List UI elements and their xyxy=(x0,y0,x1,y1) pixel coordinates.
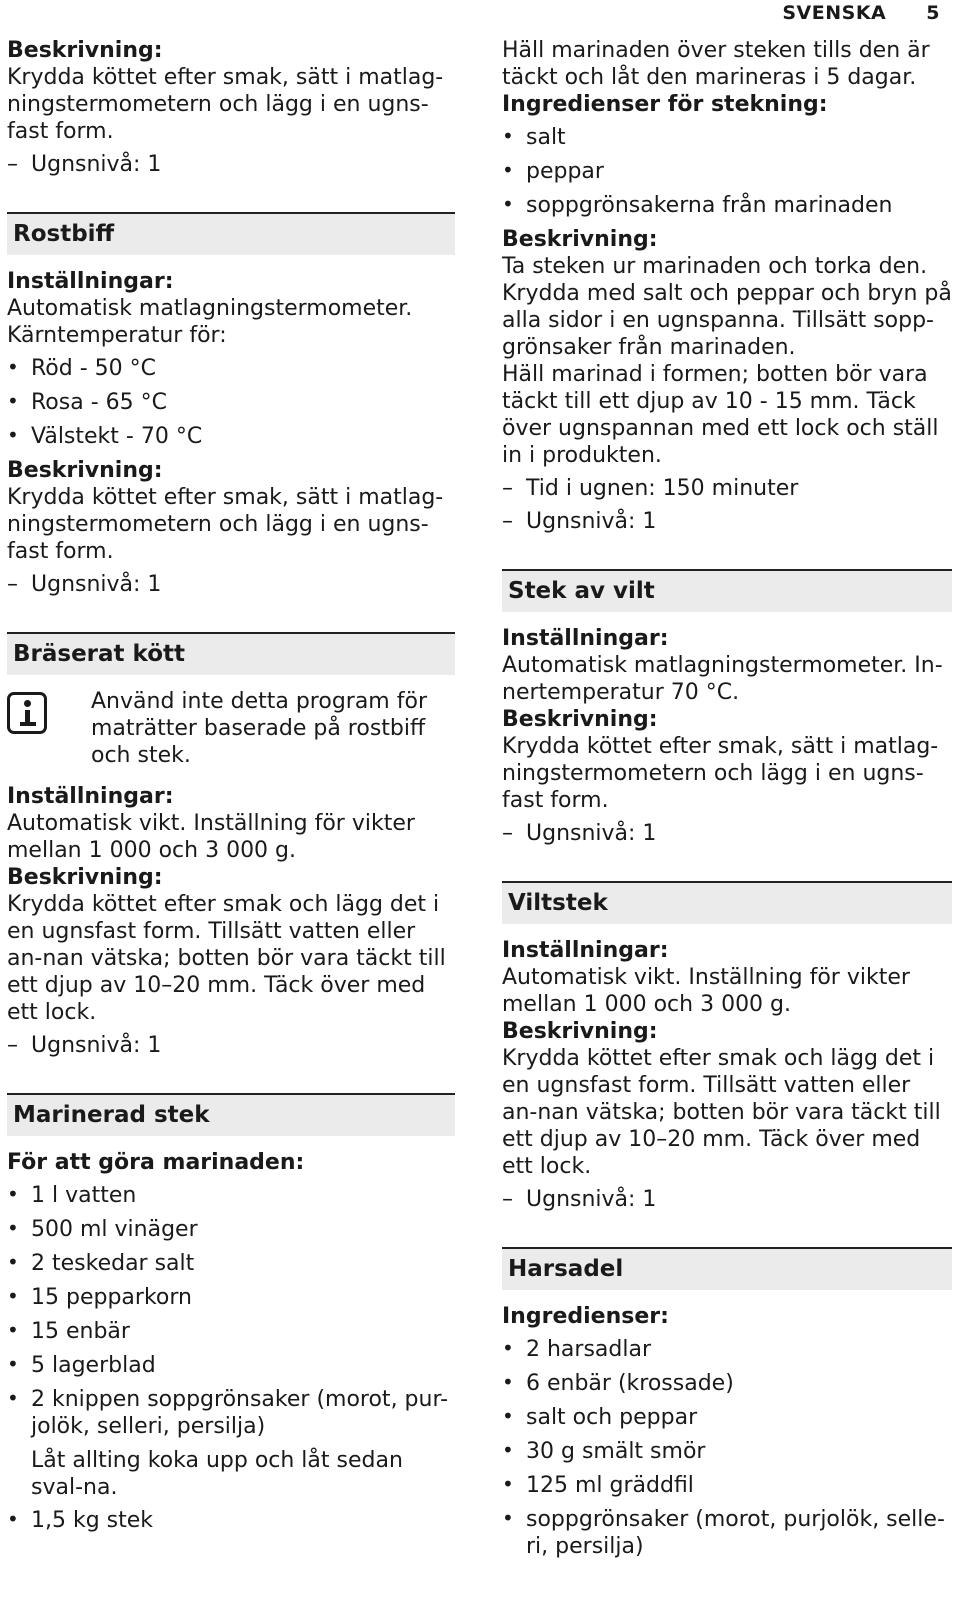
list-item: • salt xyxy=(502,124,952,151)
list-item: • 1 l vatten xyxy=(7,1182,455,1209)
settings-text: Automatisk matlagningstermometer. Kärntemperatur för: xyxy=(7,296,413,348)
list-item: • 30 g smält smör xyxy=(502,1438,952,1465)
oven-level: – Ugnsnivå: 1 xyxy=(7,1032,455,1059)
oven-level: – Ugnsnivå: 1 xyxy=(7,151,455,178)
list-item: • Röd - 50 °C xyxy=(7,355,455,382)
list-item: • 5 lagerblad xyxy=(7,1352,455,1379)
description-text: Krydda köttet efter smak och lägg det i en ugnsfast form. Tillsätt vatten eller an-nan vätska; botten bör vara täckt till ett djup av 10–20 mm. Täck över med ett lock. xyxy=(502,1046,941,1179)
settings-label: Inställningar: xyxy=(502,938,669,963)
oven-level: – Ugnsnivå: 1 xyxy=(502,1186,952,1213)
marinade-list xyxy=(7,1182,455,1440)
list-item: • 2 harsadlar xyxy=(502,1336,952,1363)
section-harsadel xyxy=(502,1247,952,1560)
info-note xyxy=(7,688,455,769)
marinade-list-end xyxy=(7,1507,455,1534)
settings-label: Inställningar: xyxy=(7,269,174,294)
list-item: • soppgrönsaker (morot, purjolök, selle-ri, persilja) xyxy=(502,1506,952,1560)
oven-level: – Ugnsnivå: 1 xyxy=(502,508,952,535)
description-label: Beskrivning: xyxy=(502,1019,658,1044)
list-item: • 1,5 kg stek xyxy=(7,1507,455,1534)
list-item: • peppar xyxy=(502,158,952,185)
settings-label: Inställningar: xyxy=(7,784,174,809)
list-item: • 500 ml vinäger xyxy=(7,1216,455,1243)
left-column xyxy=(7,37,455,1541)
description-label: Beskrivning: xyxy=(7,865,163,890)
list-item: • 15 pepparkorn xyxy=(7,1284,455,1311)
section-title-harsadel: Harsadel xyxy=(502,1247,952,1290)
description-text: Häll marinad i formen; botten bör vara täckt till ett djup av 10 - 15 mm. Täck över ugnspannan med ett lock och ställ in i produkten. xyxy=(502,362,939,468)
boil-text: Låt allting koka upp och låt sedan sval-na. xyxy=(31,1448,403,1500)
list-item: • Rosa - 65 °C xyxy=(7,389,455,416)
list-item: • Välstekt - 70 °C xyxy=(7,423,455,450)
marinade-label: För att göra marinaden: xyxy=(7,1150,305,1175)
info-icon xyxy=(7,692,47,734)
info-note-text: Använd inte detta program för maträtter baserade på rostbiff och stek. xyxy=(91,689,427,768)
list-item: • 125 ml gräddfil xyxy=(502,1472,952,1499)
description-label: Beskrivning: xyxy=(502,707,658,732)
list-item: • 2 knippen soppgrönsaker (morot, pur-jolök, selleri, persilja) xyxy=(7,1386,455,1440)
description-text: Krydda köttet efter smak, sätt i matlag-ningstermometern och lägg i en ugns-fast form. xyxy=(502,734,939,813)
section-title-rostbiff: Rostbiff xyxy=(7,212,455,255)
settings-text: Automatisk vikt. Inställning för vikter mellan 1 000 och 3 000 g. xyxy=(502,965,910,1017)
harsadel-list xyxy=(502,1336,952,1560)
section-braserat xyxy=(7,632,455,1059)
page-number: 5 xyxy=(926,2,940,24)
oven-time: – Tid i ugnen: 150 minuter xyxy=(502,475,952,502)
settings-label: Inställningar: xyxy=(502,626,669,651)
description-text: Krydda köttet efter smak, sätt i matlag-ningstermometern och lägg i en ugns-fast form. xyxy=(7,65,444,144)
list-item: • 15 enbär xyxy=(7,1318,455,1345)
list-item: • soppgrönsakerna från marinaden xyxy=(502,192,952,219)
section-viltstek xyxy=(502,881,952,1213)
language-label: SVENSKA xyxy=(782,2,887,24)
settings-text: Automatisk matlagningstermometer. In-nertemperatur 70 °C. xyxy=(502,653,943,705)
ingredients-label: Ingredienser: xyxy=(502,1304,669,1329)
right-column xyxy=(502,37,952,1567)
ingredients-list xyxy=(502,124,952,219)
description-label: Beskrivning: xyxy=(7,458,163,483)
page-header xyxy=(782,0,940,26)
oven-level: – Ugnsnivå: 1 xyxy=(7,571,455,598)
description-text: Krydda köttet efter smak, sätt i matlag-ningstermometern och lägg i en ugns-fast form. xyxy=(7,485,444,564)
section-marinerad xyxy=(7,1093,455,1534)
description-text: Ta steken ur marinaden och torka den. xyxy=(502,254,928,279)
section-title-vilt: Stek av vilt xyxy=(502,569,952,612)
section-rostbiff xyxy=(7,212,455,598)
list-item: • salt och peppar xyxy=(502,1404,952,1431)
section-vilt xyxy=(502,569,952,847)
list-item: • 6 enbär (krossade) xyxy=(502,1370,952,1397)
list-item: • 2 teskedar salt xyxy=(7,1250,455,1277)
description-text: Krydda med salt och peppar och bryn på alla sidor i en ugnspanna. Tillsätt sopp-grönsaker från marinaden. xyxy=(502,281,952,360)
section-title-marinerad: Marinerad stek xyxy=(7,1093,455,1136)
oven-level: – Ugnsnivå: 1 xyxy=(502,820,952,847)
description-label: Beskrivning: xyxy=(502,227,658,252)
section-continued xyxy=(7,37,455,178)
ingredients-label: Ingredienser för stekning: xyxy=(502,92,828,117)
section-title-viltstek: Viltstek xyxy=(502,881,952,924)
description-label: Beskrivning: xyxy=(7,38,163,63)
temperature-list xyxy=(7,355,455,450)
settings-text: Automatisk vikt. Inställning för vikter mellan 1 000 och 3 000 g. xyxy=(7,811,415,863)
section-marinerad-continued xyxy=(502,37,952,535)
description-text: Krydda köttet efter smak och lägg det i en ugnsfast form. Tillsätt vatten eller an-nan vätska; botten bör vara täckt till ett djup av 10–20 mm. Täck över med ett lock. xyxy=(7,892,446,1025)
pour-text: Häll marinaden över steken tills den är täckt och låt den marineras i 5 dagar. xyxy=(502,38,930,90)
section-title-braserat: Bräserat kött xyxy=(7,632,455,675)
